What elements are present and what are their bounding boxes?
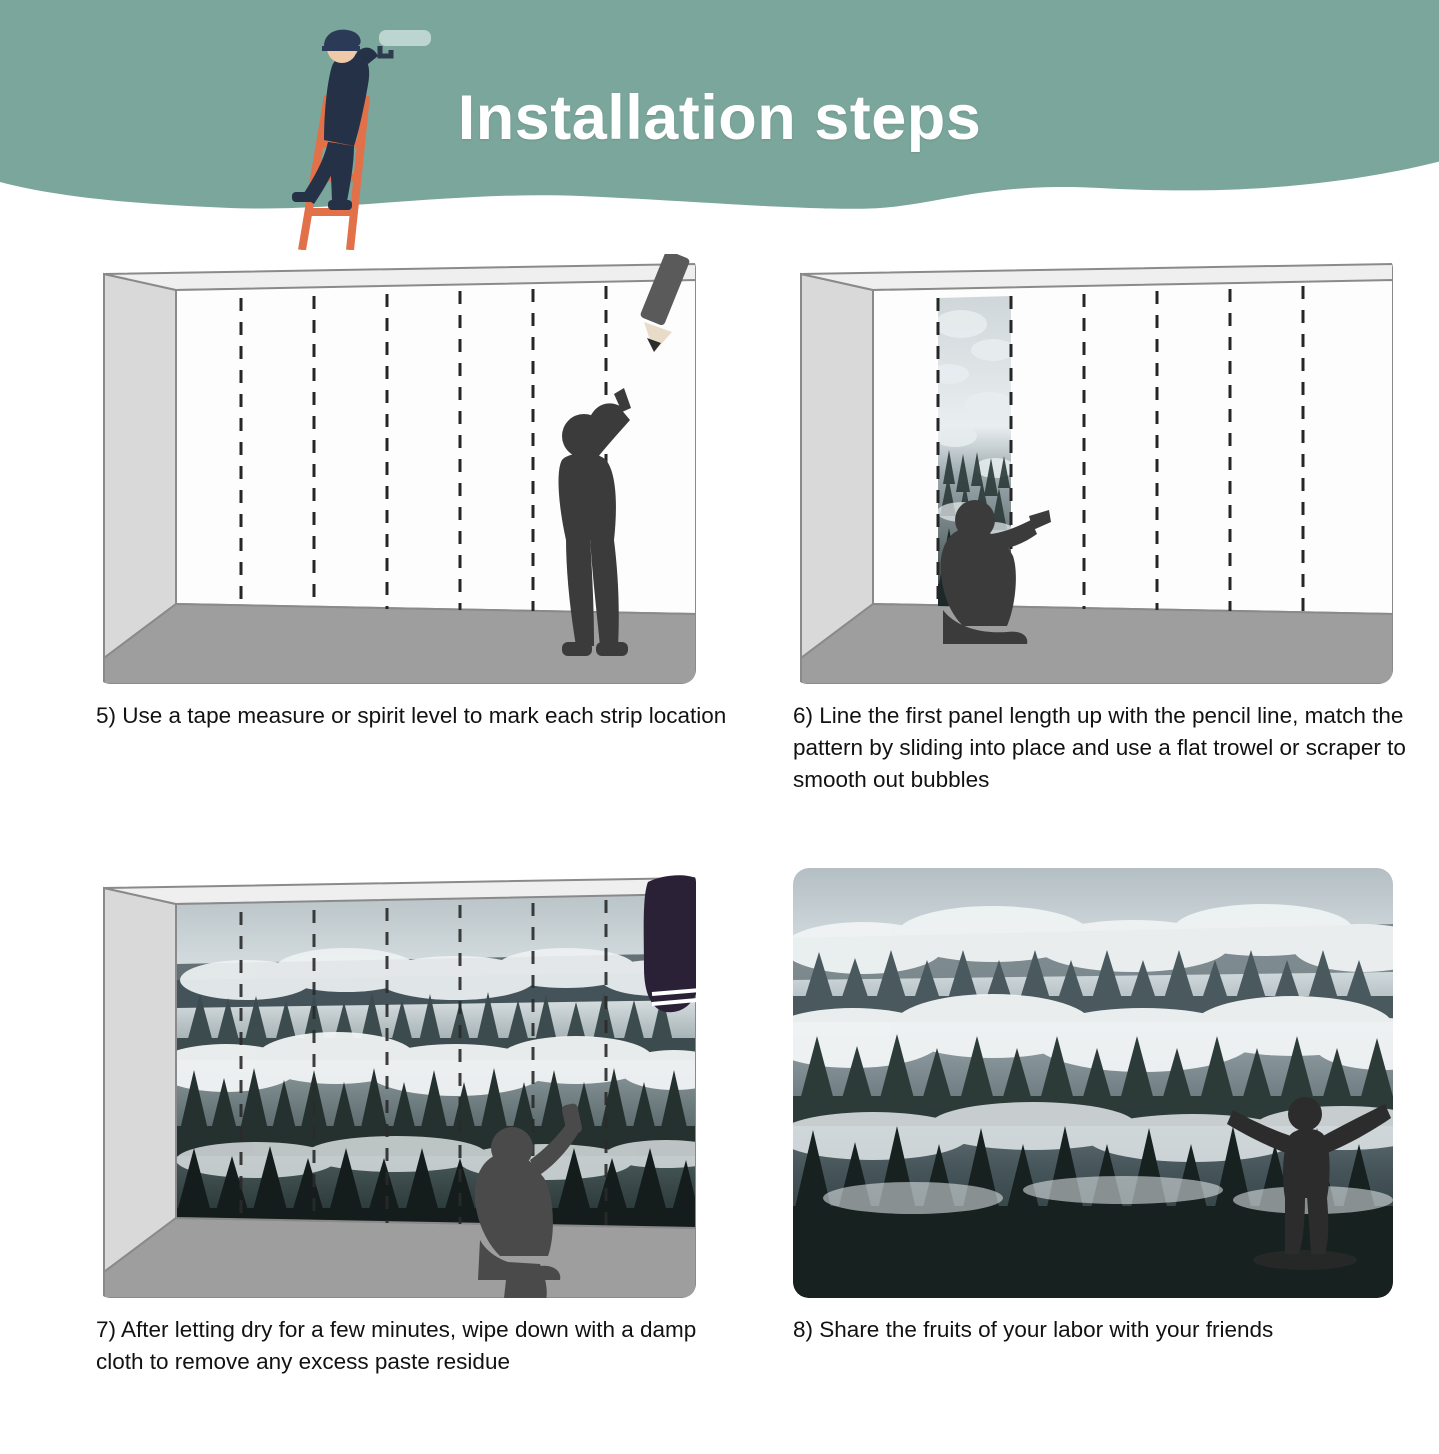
step-text-8: Share the fruits of your labor with your friends [819,1317,1274,1342]
step-number-6: 6) [793,703,814,728]
forest-mural-wall [154,892,696,1232]
step-number-7: 7) [96,1317,117,1342]
scene-first-panel-applied [793,254,1393,684]
step-caption-7 [96,1314,736,1378]
step-number-8: 8) [793,1317,814,1342]
step-text-7: After letting dry for a few minutes, wipe down with a damp cloth to remove any excess paste residue [96,1317,697,1374]
step-card-7 [96,868,736,1378]
step-text-6: Line the first panel length up with the pencil line, match the pattern by sliding into place and use a flat trowel or scraper to smooth out bubbles [793,703,1406,792]
scene-finished-mural-closeup [793,868,1393,1298]
header-banner [0,0,1439,250]
step-card-6 [793,254,1439,796]
page-title: Installation steps [457,83,982,153]
step-caption-6 [793,700,1439,796]
step-caption-8 [793,1314,1439,1346]
step-card-5 [96,254,736,732]
step-caption-5 [96,700,736,732]
scene-all-panels-applied-wiping [96,868,696,1298]
step-text-5: Use a tape measure or spirit level to mark each strip location [122,703,727,728]
step-number-5: 5) [96,703,117,728]
step-card-8 [793,868,1439,1346]
paint-roller-icon [379,30,431,56]
hanging-cloth-icon [644,875,696,1012]
scene-empty-wall-with-pencil-marks [96,254,696,684]
